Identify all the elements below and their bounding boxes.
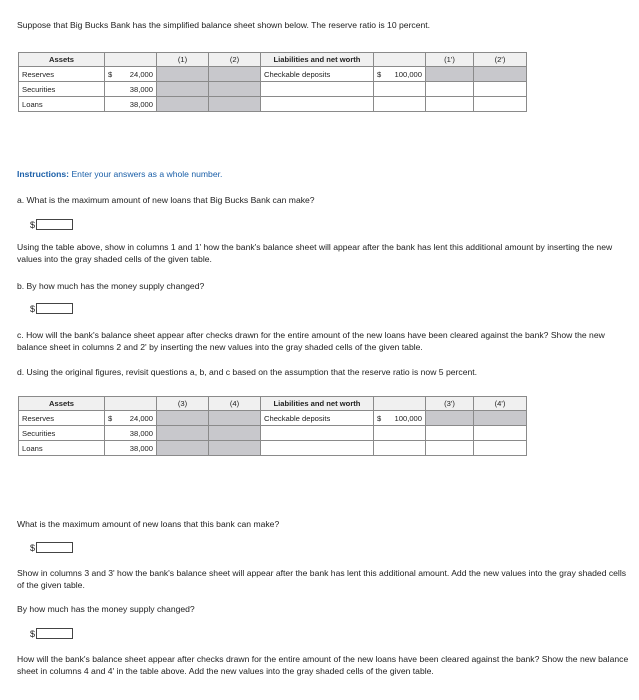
using-table-text: Using the table above, show in columns 1 and 1' how the bank's balance sheet will appear after the bank has lent this additional amount by inserting the new values into the gray shaded cells of the given table. bbox=[17, 242, 613, 264]
col-4-header: (4) bbox=[209, 397, 261, 411]
table-row: Reserves $ 24,000 Checkable deposits $ 100,000 bbox=[19, 411, 527, 426]
t1-deposits-col1p-input[interactable] bbox=[426, 67, 473, 81]
col-3-header: (3) bbox=[157, 397, 209, 411]
table-row: Loans 38,000 bbox=[19, 97, 527, 112]
t1-securities-col1-input[interactable] bbox=[157, 82, 208, 96]
t2-reserves-col3-input[interactable] bbox=[157, 411, 208, 425]
liab-label: Checkable deposits bbox=[261, 67, 374, 82]
t2-reserves-col4-input[interactable] bbox=[209, 411, 260, 425]
balance-sheet-table-2 bbox=[18, 396, 527, 456]
col-2-header: (2) bbox=[209, 53, 261, 67]
answer-d1-input[interactable] bbox=[36, 542, 73, 553]
answer-a-row: $ bbox=[30, 219, 73, 230]
table-row: Securities 38,000 bbox=[19, 82, 527, 97]
t1-securities-col2-input[interactable] bbox=[209, 82, 260, 96]
deposits-value: 100,000 bbox=[394, 69, 422, 79]
table-row: Securities 38,000 bbox=[19, 426, 527, 441]
t2-securities-col3-input[interactable] bbox=[157, 426, 208, 440]
question-a: a. What is the maximum amount of new loans that Big Bucks Bank can make? bbox=[17, 195, 315, 205]
row-label: Reserves bbox=[19, 67, 105, 82]
col-3p-header: (3') bbox=[426, 397, 474, 411]
securities-value: 38,000 bbox=[105, 82, 157, 97]
answer-b-row: $ bbox=[30, 303, 73, 314]
col-1-header: (1) bbox=[157, 53, 209, 67]
assets-header: Assets bbox=[19, 53, 105, 67]
liabilities-header: Liabilities and net worth bbox=[261, 53, 374, 67]
question-b: b. By how much has the money supply changed? bbox=[17, 281, 205, 291]
table-row: Reserves $ 24,000 Checkable deposits $ 100,000 bbox=[19, 67, 527, 82]
liabilities-header: Liabilities and net worth bbox=[261, 397, 374, 411]
t1-reserves-col2-input[interactable] bbox=[209, 67, 260, 81]
t2-loans-col4-input[interactable] bbox=[209, 441, 260, 455]
balance-sheet-table-1 bbox=[18, 52, 527, 112]
answer-d1-row: $ bbox=[30, 542, 73, 553]
question-c: c. How will the bank's balance sheet appear after checks drawn for the entire amount of the new loans have been cleared against the bank? Show the new balance sheet in columns 2 and 2' by inserting the new values into the gray shaded cells of the given table. bbox=[17, 330, 605, 352]
col-2p-header: (2') bbox=[474, 53, 527, 67]
reserves-value: 24,000 bbox=[129, 69, 153, 79]
answer-d3-row: $ bbox=[30, 628, 73, 639]
question-d4: How will the bank's balance sheet appear after checks drawn for the entire amount of the new loans have been cleared against the bank? Show the new balance sheet in columns 4 and 4' in the table above. Add the new values into the gray shaded cells of the given table. bbox=[17, 654, 629, 676]
t1-reserves-col1-input[interactable] bbox=[157, 67, 208, 81]
col-1p-header: (1') bbox=[426, 53, 474, 67]
question-d1: What is the maximum amount of new loans that this bank can make? bbox=[17, 519, 280, 529]
answer-d3-input[interactable] bbox=[36, 628, 73, 639]
loans-value: 38,000 bbox=[105, 97, 157, 112]
t2-loans-col3-input[interactable] bbox=[157, 441, 208, 455]
table-row: Loans 38,000 bbox=[19, 441, 527, 456]
intro-text: Suppose that Big Bucks Bank has the simplified balance sheet shown below. The reserve ratio is 10 percent. bbox=[17, 20, 431, 30]
t1-loans-col2-input[interactable] bbox=[209, 97, 260, 111]
t2-securities-col4-input[interactable] bbox=[209, 426, 260, 440]
t1-loans-col1-input[interactable] bbox=[157, 97, 208, 111]
answer-b-input[interactable] bbox=[36, 303, 73, 314]
question-d: d. Using the original figures, revisit questions a, b, and c based on the assumption that the reserve ratio is now 5 percent. bbox=[17, 367, 478, 377]
t2-deposits-col3p-input[interactable] bbox=[426, 411, 473, 425]
t2-deposits-col4p-input[interactable] bbox=[474, 411, 526, 425]
assets-header: Assets bbox=[19, 397, 105, 411]
answer-a-input[interactable] bbox=[36, 219, 73, 230]
question-d2: Show in columns 3 and 3' how the bank's balance sheet will appear after the bank has lent this additional amount. Add the new values into the gray shaded cells of the given table. bbox=[17, 568, 627, 590]
t1-deposits-col2p-input[interactable] bbox=[474, 67, 526, 81]
instructions: Instructions: Enter your answers as a whole number. bbox=[17, 169, 223, 179]
col-4p-header: (4') bbox=[474, 397, 527, 411]
question-d3: By how much has the money supply changed? bbox=[17, 604, 195, 614]
